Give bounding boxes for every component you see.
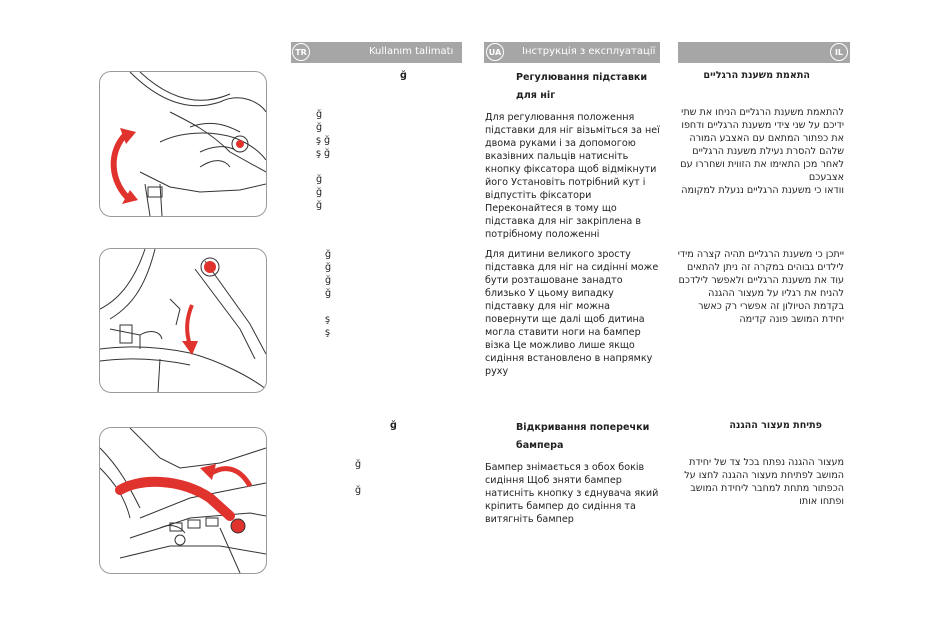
tr-title-1: ğ: [400, 70, 407, 81]
tr-section-3: [300, 419, 450, 497]
il-title-1: התאמת משענת הרגליים: [703, 70, 810, 81]
header-il: [678, 42, 850, 63]
curved-arrow-icon: [182, 305, 198, 355]
header-tr-title: Kullanım talimatı: [369, 46, 454, 57]
footrest-extend-illustration: [100, 249, 266, 392]
ua-section-2: [485, 248, 663, 378]
figure-bumper-open: [99, 427, 267, 574]
il-section-1: [676, 69, 844, 197]
tr-section-2: [300, 248, 450, 339]
badge-tr: TR: [292, 43, 310, 61]
ua-body-2: Для дитини великого зросту підставка для ніг на сидінні може бути розташоване занадто близько У цьому випадку підставку для ніг можна повернути ще далі щоб дитина могла ставити ноги на бампер візка Це можливо лише якщо сидіння встановлено в напрямку руху: [485, 249, 659, 377]
ua-body-1: Для регулювання положення підставки для ніг візьміться за неї двома руками і за допомогою вказівних пальців натисніть кнопку фіксатора щоб відмікнути його Установіть потрібний кут і відпустіть фіксатори Переконайтеся в тому що підставка для ніг закріплена в потрібному положенні: [485, 112, 660, 240]
il-body-1: להתאמת משענת הרגליים הניחו את שתי ידיכם על שני צידי משענת הרגליים ודחפו את כפתור המתאם עם האצבע המורה שלהם להסרת נעילת משענת הרגליים לאחר מכן התאימו את הזווית ושחררו עם אצבעכם וודאו כי משענת הרגליים ננעלת למקומה: [680, 107, 844, 196]
ua-title-3: Відкривання поперечки бампера: [516, 422, 650, 451]
header-ua-title: Інструкція з експлуатації: [522, 46, 656, 57]
header-tr: [291, 42, 462, 63]
badge-ua: UA: [486, 43, 504, 61]
curved-arrow-icon: [200, 464, 250, 486]
il-section-2: [676, 248, 844, 326]
il-title-3: פתיחת מעצור ההגנה: [729, 420, 822, 431]
figure-footrest-extend: [99, 248, 267, 393]
tr-body-3: ğ ğ: [355, 459, 362, 496]
bumper-bar: [120, 482, 230, 516]
il-section-3: [676, 419, 844, 508]
red-button-icon: [231, 519, 245, 533]
badge-il: IL: [830, 43, 848, 61]
tr-body-2: ğ ğ ğ ğ ş ş: [325, 249, 332, 338]
tr-title-3: ğ: [390, 420, 397, 431]
bumper-open-illustration: [100, 428, 266, 573]
figure-footrest-adjust: [99, 71, 267, 217]
tr-body-1: ğ ğ ş ğ ş ğ ğ ğ ğ: [316, 109, 331, 211]
ua-title-1: Регулювання підставки для ніг: [516, 72, 648, 101]
tr-section-1: [300, 69, 450, 212]
curved-arrow-icon: [114, 128, 138, 204]
ua-section-3: [485, 419, 663, 526]
red-button-icon: [204, 261, 216, 273]
ua-body-3: Бампер знімається з обох боків сидіння Щоб зняти бампер натисніть кнопку з єднувача який кріпить бампер до сидіння та витягніть бампер: [485, 462, 659, 525]
red-button-icon: [236, 140, 244, 148]
il-body-3: מעצור ההגנה נפתח בכל צד של יחידת המושב לפתיחת מעצור ההגנה לחצו על הכפתור מתחת למחבר ליחידת המושב ופתחו אותו: [684, 457, 844, 507]
il-body-2: ייתכן כי משענת הרגליים תהיה קצרה מידי לילדים גבוהים במקרה זה ניתן להתאים עוד את משענת הרגליים ולאפשר לילדכם להניח את רגליו על מעצור ההגנה בקדמת הטיולון זה אפשרי רק כאשר יחידת המושב פונה קדימה: [677, 249, 844, 325]
ua-section-1: [485, 69, 663, 241]
header-ua: [484, 42, 660, 63]
footrest-adjust-illustration: [100, 72, 266, 216]
